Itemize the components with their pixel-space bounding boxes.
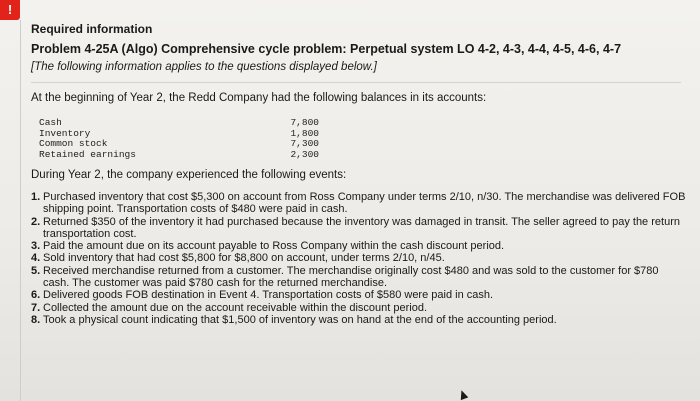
content [31, 22, 691, 326]
event-text: Delivered goods FOB destination in Event 4. Transportation costs of $580 were paid in cash. [43, 289, 494, 302]
event-item [31, 265, 686, 290]
intro-text: At the beginning of Year 2, the Redd Company had the following balances in its accounts: [31, 92, 487, 104]
balance-label: Cash [39, 117, 62, 128]
balance-label: Common stock [39, 138, 108, 149]
balance-value: 7,300 [290, 138, 319, 149]
balance-value: 2,300 [290, 148, 319, 160]
balance-value: 1,800 [290, 127, 319, 139]
event-number: 5. [31, 264, 41, 277]
balances-table [39, 118, 691, 160]
mouse-cursor-icon [458, 389, 469, 400]
event-item [31, 289, 686, 301]
balance-label: Retained earnings [39, 148, 136, 160]
event-number: 7. [31, 301, 41, 314]
event-number: 1. [31, 191, 41, 203]
event-text: Sold inventory that had cost $5,800 for $8,800 on account, under terms 2/10, n/45. [43, 252, 445, 265]
balance-value: 7,800 [290, 117, 319, 128]
event-number: 4. [31, 252, 41, 265]
balance-row [39, 118, 319, 129]
event-number: 3. [31, 240, 41, 253]
alert-badge: ! [0, 0, 20, 20]
event-number: 6. [31, 289, 41, 302]
event-item [31, 216, 686, 241]
event-item [31, 314, 686, 326]
balance-row [39, 150, 319, 161]
event-number: 8. [31, 313, 41, 326]
event-text: Returned $350 of the inventory it had purchased because the inventory was damaged in transit. The seller agreed to pay the return transportation cost. [43, 215, 680, 240]
event-item [31, 240, 686, 252]
event-text: Received merchandise returned from a customer. The merchandise originally cost $480 and was sold to the customer for $780 cash. The customer was paid $780 cash for the returned merchandise. [43, 264, 659, 290]
event-text: Took a physical count indicating that $1,500 of inventory was on hand at the end of the accounting period. [43, 313, 557, 326]
required-information-heading: Required information [31, 22, 153, 36]
balance-row [39, 139, 319, 150]
event-text: Purchased inventory that cost $5,300 on account from Ross Company under terms 2/10, n/30. The merchandise was delivered FOB shipping point. Transportation costs of $480 were paid in cash. [43, 191, 686, 216]
event-text: Collected the amount due on the account receivable within the discount period. [43, 301, 428, 314]
event-item [31, 252, 686, 264]
event-number: 2. [31, 215, 41, 228]
divider [31, 82, 681, 83]
event-item [31, 191, 686, 216]
event-item [31, 302, 686, 314]
event-text: Paid the amount due on its account payable to Ross Company within the cash discount period. [43, 240, 505, 253]
problem-title: Problem 4-25A (Algo) Comprehensive cycle problem: Perpetual system LO 4-2, 4-3, 4-4, 4-5, 4-6, 4-7 [31, 42, 622, 56]
info-note: [The following information applies to the questions displayed below.] [31, 61, 377, 73]
left-rule [20, 20, 21, 401]
events-intro: During Year 2, the company experienced the following events: [31, 169, 347, 181]
events-list [31, 191, 686, 326]
balance-label: Inventory [39, 127, 91, 139]
